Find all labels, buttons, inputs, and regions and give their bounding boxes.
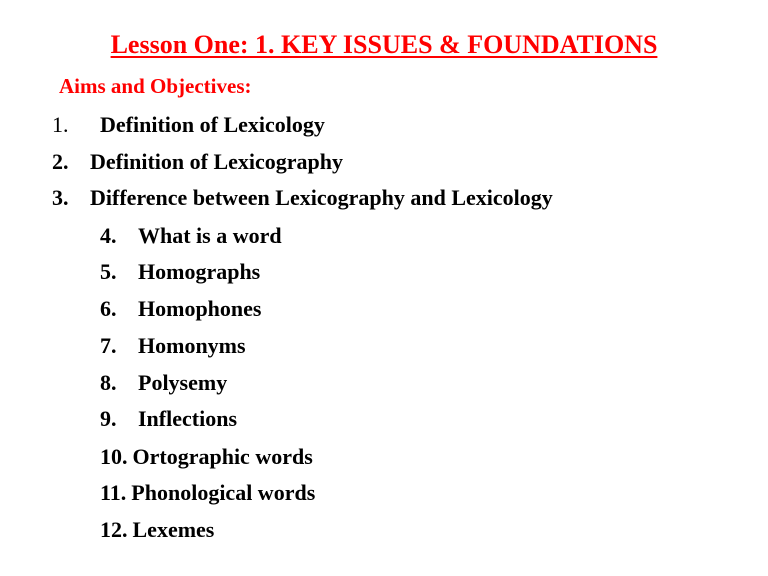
list-item-number: 8. bbox=[100, 370, 117, 395]
list-item bbox=[100, 295, 261, 323]
list-item bbox=[100, 479, 315, 507]
list-item-text: Ortographic words bbox=[132, 444, 313, 469]
list-item bbox=[100, 258, 260, 286]
aims-objectives-heading: Aims and Objectives: bbox=[59, 74, 252, 98]
list-item-text: Difference between Lexicography and Lexicology bbox=[90, 185, 553, 210]
slide-title: Lesson One: 1. KEY ISSUES & FOUNDATIONS bbox=[110, 30, 658, 59]
list-item-number: 4. bbox=[100, 223, 117, 248]
list-item bbox=[100, 222, 282, 250]
list-item-number: 2. bbox=[52, 149, 69, 174]
list-item-text: Lexemes bbox=[132, 517, 215, 542]
list-item-number: 10. bbox=[100, 444, 128, 469]
list-item bbox=[52, 184, 553, 212]
list-item-text: Definition of Lexicology bbox=[100, 112, 325, 137]
list-item-number: 1. bbox=[52, 112, 69, 137]
list-item-number: 6. bbox=[100, 296, 117, 321]
list-item bbox=[100, 369, 227, 397]
list-item bbox=[52, 148, 343, 176]
list-item bbox=[100, 443, 313, 471]
list-item-text: Homophones bbox=[138, 296, 262, 321]
list-item bbox=[100, 516, 214, 544]
list-item-number: 11. bbox=[100, 480, 127, 505]
list-item-number: 5. bbox=[100, 259, 117, 284]
list-item-number: 7. bbox=[100, 333, 117, 358]
list-item bbox=[100, 332, 246, 360]
list-item-text: Homographs bbox=[138, 259, 261, 284]
list-item-text: What is a word bbox=[138, 223, 282, 248]
list-item bbox=[100, 405, 237, 433]
list-item-text: Homonyms bbox=[138, 333, 246, 358]
list-item bbox=[50, 111, 325, 139]
list-item-text: Polysemy bbox=[138, 370, 228, 395]
list-item-number: 3. bbox=[52, 185, 69, 210]
list-item-text: Definition of Lexicography bbox=[90, 149, 343, 174]
list-item-text: Phonological words bbox=[131, 480, 316, 505]
list-item-number: 12. bbox=[100, 517, 128, 542]
list-item-text: Inflections bbox=[138, 406, 237, 431]
list-item-number: 9. bbox=[100, 406, 117, 431]
